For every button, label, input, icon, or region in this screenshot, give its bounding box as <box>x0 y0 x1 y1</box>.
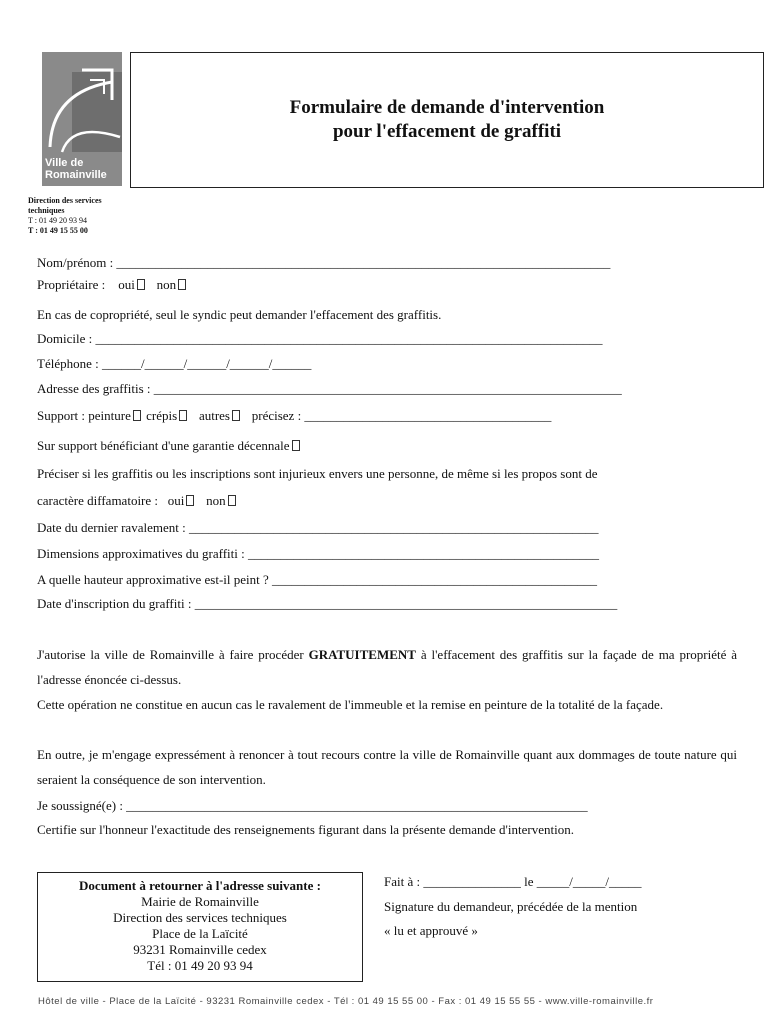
auth-paragraph-3: En outre, je m'engage expressément à renoncer à tout recours contre la ville de Romainville quant aux dommages de toute nature qui seraient la conséquence de son intervention. <box>37 747 737 787</box>
garantie-checkbox[interactable] <box>292 440 300 451</box>
proprietaire-non-checkbox[interactable] <box>178 279 186 290</box>
garantie-label: Sur support bénéficiant d'une garantie décennale <box>37 438 290 453</box>
field-adresse[interactable]: Adresse des graffitis : ________________________________________________________________________ <box>37 381 622 396</box>
auth-p1-gratuitement: GRATUITEMENT <box>308 647 416 662</box>
certifie-text: Certifie sur l'honneur l'exactitude des renseignements figurant dans la présente demande d'intervention. <box>37 822 574 837</box>
return-address-box <box>37 872 363 982</box>
support-precisez-field[interactable]: précisez : ______________________________________ <box>251 408 552 423</box>
copro-note: En cas de copropriété, seul le syndic peut demander l'effacement des graffitis. <box>37 307 442 322</box>
field-telephone[interactable]: Téléphone : ______/______/______/______/______ <box>37 356 312 371</box>
diffamatoire-non-label: non <box>206 493 226 508</box>
field-hauteur[interactable]: A quelle hauteur approximative est-il peint ? __________________________________________________ <box>37 572 598 587</box>
auth-paragraph-2: Cette opération ne constitue en aucun cas le ravalement de l'immeuble et la remise en peinture de la totalité de la façade. <box>37 697 664 712</box>
signature-label: Signature du demandeur, précédée de la mention <box>384 899 638 914</box>
field-date-ravalement[interactable]: Date du dernier ravalement : _______________________________________________________________ <box>37 520 599 535</box>
field-support <box>37 408 551 424</box>
field-domicile[interactable]: Domicile : ______________________________________________________________________________ <box>37 331 603 346</box>
department-info <box>28 196 128 236</box>
support-peinture-checkbox[interactable] <box>133 410 141 421</box>
diffamatoire-oui-checkbox[interactable] <box>186 495 194 506</box>
proprietaire-non-label: non <box>156 277 177 292</box>
field-nom[interactable]: Nom/prénom : ____________________________________________________________________________ <box>37 255 611 270</box>
return-line3: Place de la Laïcité <box>152 926 248 941</box>
diffamatoire-non-checkbox[interactable] <box>228 495 236 506</box>
title-line1: Formulaire de demande d'intervention <box>289 97 605 118</box>
support-crepis-label: crépis <box>146 408 178 423</box>
field-dimensions[interactable]: Dimensions approximatives du graffiti : ______________________________________________________ <box>37 546 599 561</box>
field-diffamatoire <box>37 493 238 509</box>
diffamatoire-oui-label: oui <box>167 493 185 508</box>
title-box <box>130 52 764 188</box>
logo-text-line1: Ville de <box>45 157 84 169</box>
return-line2: Direction des services techniques <box>113 910 287 925</box>
return-heading: Document à retourner à l'adresse suivante : <box>79 878 321 893</box>
page-footer: Hôtel de ville - Place de la Laïcité - 93231 Romainville cedex - Tél : 01 49 15 55 00 - Fax : 01 49 15 55 55 - www.ville-romainville.fr <box>38 996 654 1007</box>
romainville-logo <box>42 52 122 186</box>
logo-graphic-icon <box>42 52 122 162</box>
support-autres-label: autres <box>198 408 230 423</box>
preciser-line1: Préciser si les graffitis ou les inscriptions sont injurieux envers une personne, de même si les propos sont de <box>37 466 598 481</box>
field-proprietaire <box>37 277 188 293</box>
return-line5: Tél : 01 49 20 93 94 <box>147 958 253 973</box>
logo-text-line2: Romainville <box>45 169 107 181</box>
return-line4: 93231 Romainville cedex <box>133 942 267 957</box>
field-garantie <box>37 438 302 454</box>
department-name: Direction des services techniques <box>28 196 102 215</box>
proprietaire-oui-label: oui <box>118 277 135 292</box>
field-fait-a[interactable]: Fait à : _______________ le _____/_____/_____ <box>384 874 642 889</box>
title-line2: pour l'effacement de graffiti <box>332 121 562 142</box>
auth-paragraph-1 <box>37 643 737 692</box>
support-autres-checkbox[interactable] <box>232 410 240 421</box>
support-label: Support : peinture <box>37 408 131 423</box>
support-crepis-checkbox[interactable] <box>179 410 187 421</box>
diffamatoire-label: caractère diffamatoire : <box>37 493 159 508</box>
proprietaire-label: Propriétaire : <box>37 277 106 292</box>
auth-p1-start: J'autorise la ville de Romainville à faire procéder <box>37 647 304 662</box>
lu-approuve-label: « lu et approuvé » <box>384 923 478 938</box>
field-soussigne[interactable]: Je soussigné(e) : _______________________________________________________________________ <box>37 798 588 813</box>
field-date-inscription[interactable]: Date d'inscription du graffiti : _________________________________________________________________ <box>37 596 618 611</box>
department-tel1: T : 01 49 20 93 94 <box>28 216 87 225</box>
auth-p1-end: à l'effacement des graffitis sur la façade de ma propriété à l'adresse énoncée ci-dessus. <box>37 647 738 687</box>
department-tel2: T : 01 49 15 55 00 <box>28 226 88 235</box>
return-line1: Mairie de Romainville <box>141 894 259 909</box>
proprietaire-oui-checkbox[interactable] <box>137 279 145 290</box>
